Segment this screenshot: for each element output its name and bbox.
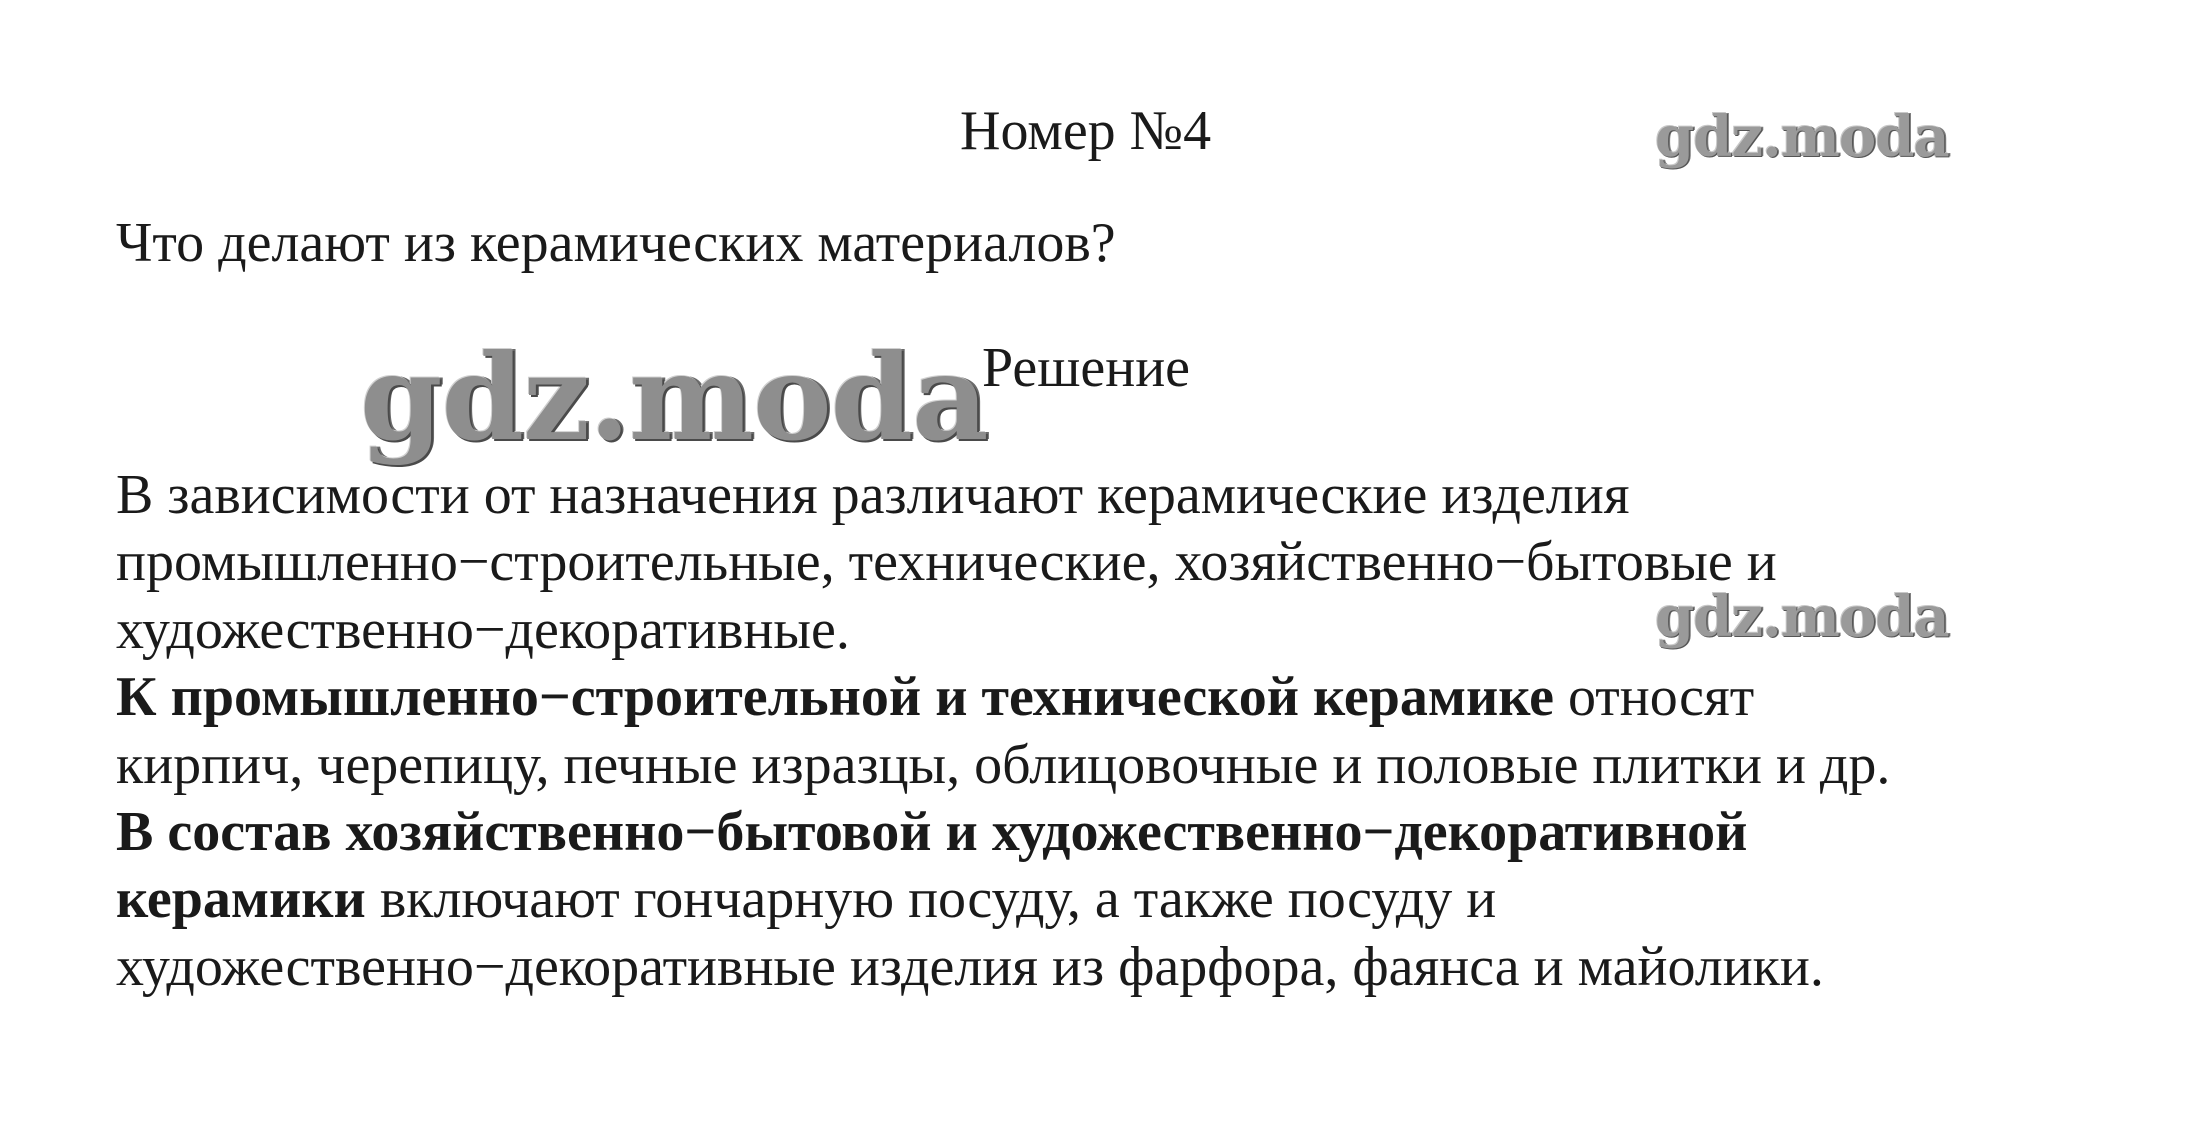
- answer-line: художественно−декоративные.: [116, 598, 850, 661]
- answer-line-rest: включают гончарную посуду, а также посуду и: [365, 868, 1497, 931]
- solution-heading: Решение: [982, 337, 1191, 399]
- answer-line: художественно−декоративные изделия из фарфора, фаянса и майолики.: [116, 935, 1824, 998]
- answer-line: [116, 664, 2116, 731]
- question-text: Что делают из керамических материалов?: [116, 212, 1116, 274]
- answer-line: промышленно−строительные, технические, хозяйственно−бытовые и: [116, 531, 1777, 594]
- bold-term: керамики: [116, 868, 366, 931]
- answer-line-rest: относят: [1554, 666, 1755, 729]
- answer-text-block: [116, 462, 2116, 1001]
- answer-line: В зависимости от назначения различают керамические изделия: [116, 464, 1630, 526]
- bold-term: В состав хозяйственно−бытовой и художественно−декоративной: [116, 801, 1748, 864]
- answer-line: [116, 866, 2116, 933]
- answer-line: кирпич, черепицу, печные изразцы, облицовочные и половые плитки и др.: [116, 733, 1891, 796]
- watermark-logo-large: gdz.moda: [360, 328, 988, 467]
- exercise-title: Номер №4: [960, 100, 1212, 162]
- bold-term: К промышленно−строительной и технической керамике: [116, 666, 1555, 729]
- watermark-logo-middle: gdz.moda: [1655, 584, 1949, 650]
- watermark-logo-top: gdz.moda: [1655, 104, 1949, 170]
